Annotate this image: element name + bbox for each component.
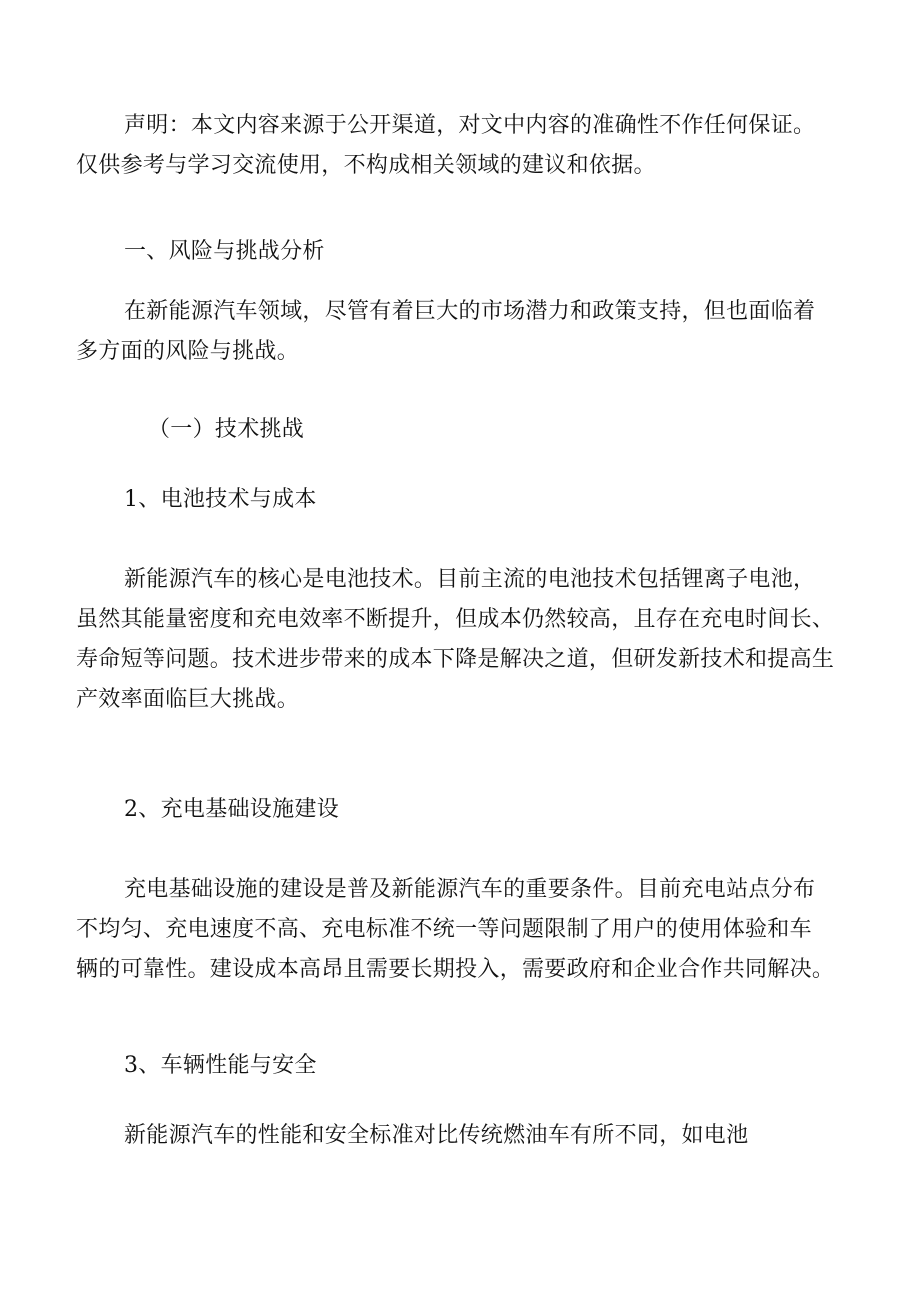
disclaimer-line-2: 仅供参考与学习交流使用，不构成相关领域的建议和依据。: [76, 153, 656, 178]
item1-paragraph: [76, 560, 846, 720]
item3-line-1: 新能源汽车的性能和安全标准对比传统燃油车有所不同，如电池: [124, 1123, 749, 1148]
intro-line-2: 多方面的风险与挑战。: [76, 339, 300, 364]
item3-paragraph: [76, 1116, 846, 1156]
item2-paragraph: [76, 870, 846, 990]
item1-line-3: 寿命短等问题。技术进步带来的成本下降是解决之道，但研发新技术和提高生: [76, 647, 835, 672]
disclaimer-paragraph: [76, 106, 846, 186]
item1-heading: 1、电池技术与成本: [124, 487, 317, 512]
item1-line-1: 新能源汽车的核心是电池技术。目前主流的电池技术包括锂离子电池，: [124, 567, 816, 592]
item3-heading: 3、车辆性能与安全: [124, 1053, 317, 1078]
item1-line-2: 虽然其能量密度和充电效率不断提升，但成本仍然较高，且存在充电时间长、: [76, 607, 835, 632]
item1-line-4: 产效率面临巨大挑战。: [76, 687, 300, 712]
item2-line-3: 辆的可靠性。建设成本高昂且需要长期投入，需要政府和企业合作共同解决。: [76, 957, 835, 982]
item2-line-1: 充电基础设施的建设是普及新能源汽车的重要条件。目前充电站点分布: [124, 877, 816, 902]
section-heading: 一、风险与挑战分析: [124, 239, 325, 264]
intro-line-1: 在新能源汽车领域，尽管有着巨大的市场潜力和政策支持，但也面临着: [124, 299, 816, 324]
subsection-heading: （一）技术挑战: [148, 417, 305, 442]
item2-line-2: 不均匀、充电速度不高、充电标准不统一等问题限制了用户的使用体验和车: [76, 917, 812, 942]
disclaimer-line-1: 声明：本文内容来源于公开渠道，对文中内容的准确性不作任何保证。: [124, 113, 816, 138]
section-intro-paragraph: [76, 292, 846, 372]
item2-heading: 2、充电基础设施建设: [124, 797, 339, 822]
